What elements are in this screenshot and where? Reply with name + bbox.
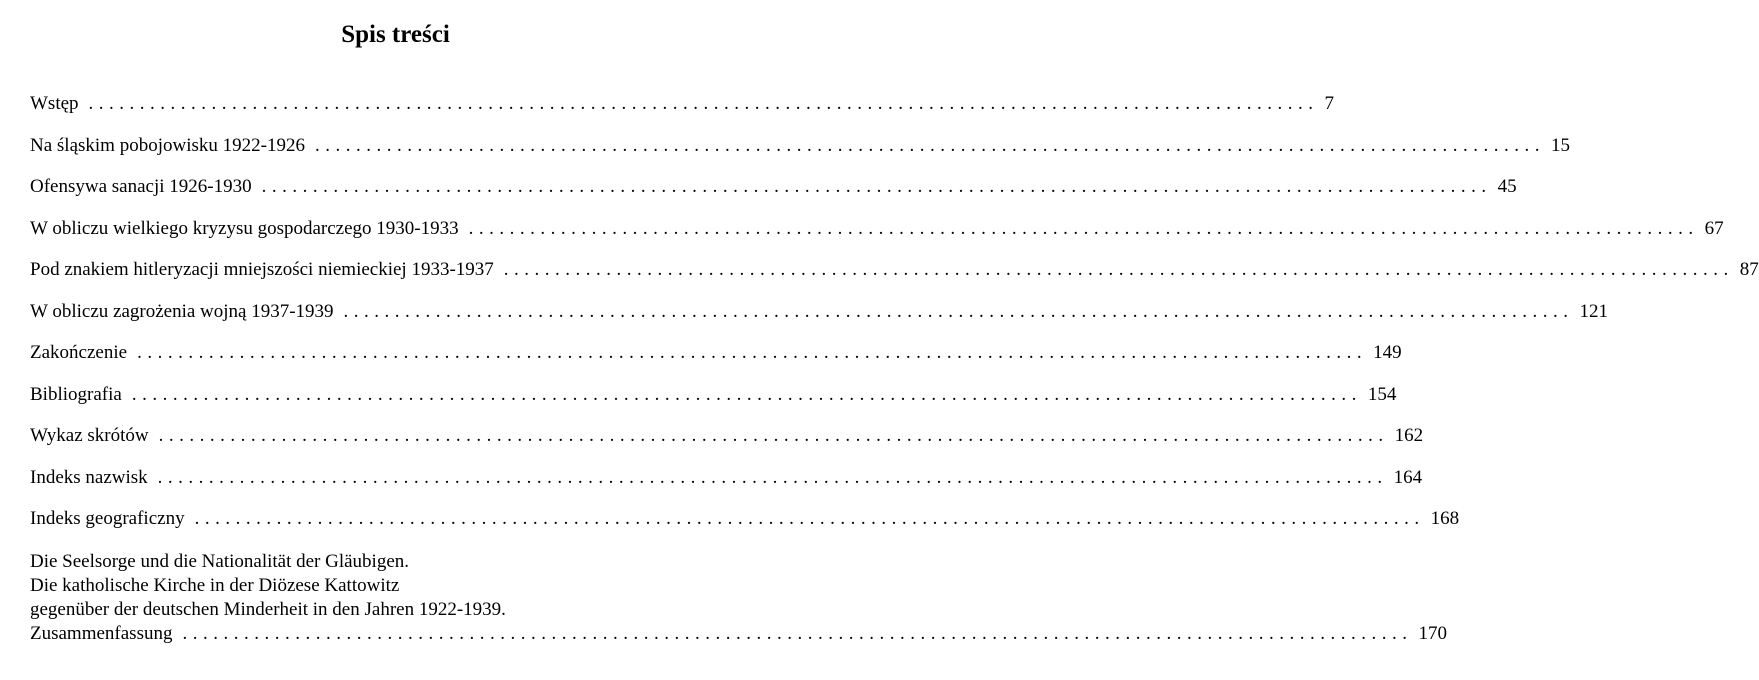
toc-entry-page: 7 [1324,93,1335,114]
summary-title-line: Die Seelsorge und die Nationalität der Gläubigen. [30,550,410,572]
leader-dots: ........................................................................................................................ [343,300,1574,322]
leader-dots: ........................................................................................................................ [503,259,1734,280]
toc-entry-page: 149 [1373,342,1402,363]
leader-dots: ........................................................................................................................ [158,425,1389,446]
toc-entry-page: 67 [1704,217,1724,239]
leader-dots: ........................................................................................................................ [261,176,1492,197]
summary-last-line [30,622,1447,646]
toc-entry-label: Wstęp [30,93,79,114]
toc-entry [30,254,1759,296]
toc-entry [30,213,1724,255]
toc-entry-page: 162 [1394,425,1424,446]
toc-entry [30,379,1397,421]
toc-entry-label: Pod znakiem hitleryzacji mniejszości niemieckiej 1933-1937 [30,259,494,280]
leader-dots: ........................................................................................................................ [137,342,1368,363]
toc-entry-label: Zakończenie [30,342,128,363]
leader-dots: ........................................................................................................................ [194,508,1425,529]
toc-entry-page: 154 [1367,383,1397,405]
toc-entry [30,337,1402,379]
toc-entry-label: Zusammenfassung [30,622,173,644]
toc-entry-page: 121 [1579,300,1609,322]
toc-entry-label: W obliczu zagrożenia wojną 1937-1939 [30,300,334,322]
toc-entry-page: 15 [1550,134,1570,156]
toc-entry-label: Indeks nazwisk [30,466,148,488]
leader-dots: ........................................................................................................................ [468,217,1699,239]
page-title: Spis treści [341,21,450,48]
table-of-contents [30,88,1759,646]
leader-dots: ........................................................................................................................ [131,383,1362,405]
toc-entry-label: Ofensywa sanacji 1926-1930 [30,176,252,197]
toc-entry [30,171,1517,213]
toc-entry-summary [30,550,1447,646]
toc-entry-page: 87 [1739,259,1759,280]
summary-title-line: Die katholische Kirche in der Diözese Kattowitz [30,574,400,596]
toc-entry-label: Indeks geograficzny [30,508,185,529]
toc-entry [30,462,1423,504]
toc-entry [30,88,1335,130]
toc-entry [30,503,1460,545]
leader-dots: ........................................................................................................................ [314,134,1545,156]
toc-entry-label: Bibliografia [30,383,122,405]
toc-entry-page: 168 [1430,508,1460,529]
toc-entry-label: W obliczu wielkiego kryzysu gospodarczego 1930-1933 [30,217,459,239]
toc-entry-label: Na śląskim pobojowisku 1922-1926 [30,134,305,156]
toc-entry-page: 170 [1418,622,1447,644]
toc-entry-page: 164 [1393,466,1423,488]
leader-dots: ........................................................................................................................ [88,93,1319,114]
toc-entry [30,130,1570,172]
toc-entry [30,296,1609,338]
toc-entry-label: Wykaz skrótów [30,425,149,446]
leader-dots: ........................................................................................................................ [157,466,1388,488]
summary-title-line: gegenüber der deutschen Minderheit in den Jahren 1922-1939. [30,598,506,620]
leader-dots: ........................................................................................................................ [182,622,1413,644]
toc-entry-page: 45 [1497,176,1517,197]
toc-entry [30,420,1424,462]
